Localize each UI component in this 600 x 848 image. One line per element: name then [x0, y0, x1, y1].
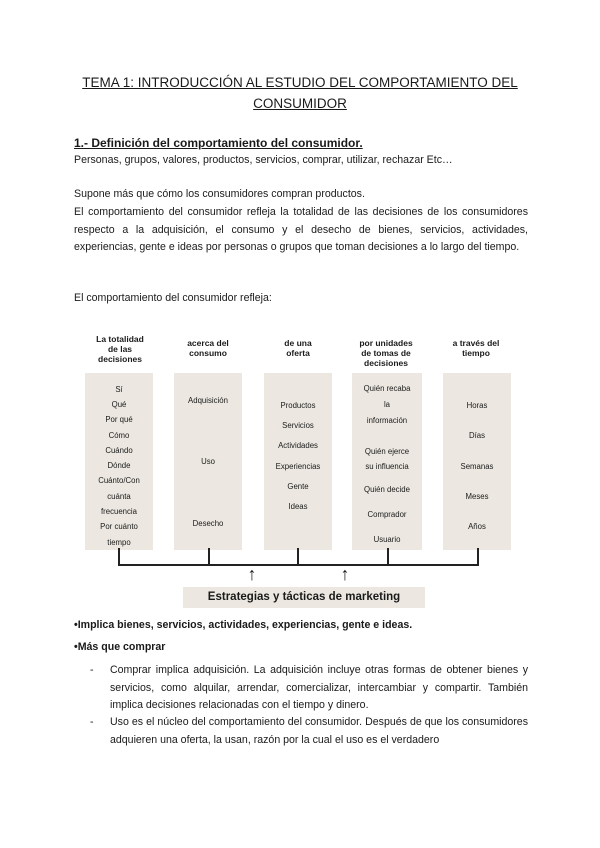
bullet-implies: •Implica bienes, servicios, actividades, experiencias, gente e ideas.: [74, 619, 413, 631]
col2-item: Adquisición: [188, 396, 228, 405]
connector-vertical: [118, 548, 120, 565]
col3-header-line: de una: [284, 338, 312, 348]
reflects-paragraph: El comportamiento del consumidor refleja:: [74, 292, 272, 304]
col2-header: [172, 338, 244, 358]
col4-header: [350, 338, 422, 368]
col5-header-line: tiempo: [462, 348, 490, 358]
col2-item: Desecho: [192, 519, 224, 528]
arrow-up-icon: ↑: [247, 564, 257, 584]
dash-item-text: Comprar implica adquisición. La adquisición incluye otras formas de obtener bienes y servicios, como alquilar, arrendar, comercializar, intercambiar y compartir. También implica decisiones relacionadas con el tiempo y dinero.: [110, 664, 528, 711]
col1-item: tiempo: [107, 538, 131, 547]
marketing-strategies-box: Estrategias y tácticas de marketing: [183, 587, 425, 608]
dash-marker: -: [90, 716, 94, 728]
connector-vertical: [297, 548, 299, 565]
col4-item: la: [383, 400, 391, 409]
col2-item: Uso: [201, 457, 215, 466]
col4-item: Comprador: [367, 510, 407, 519]
dash-item-text: Uso es el núcleo del comportamiento del consumidor. Después de que los consumidores adquieren una oferta, la usan, razón por la cual el uso es el verdadero: [110, 716, 528, 746]
col2-header-line: acerca del: [187, 338, 229, 348]
col5-item: Semanas: [460, 462, 494, 471]
col1-header-line: decisiones: [98, 354, 142, 364]
col4-item: Quién ejerce: [364, 447, 410, 456]
col1-header-line: La totalidad: [96, 334, 144, 344]
col2-box: [174, 373, 242, 550]
col5-item: Horas: [466, 401, 488, 410]
col3-item: Experiencias: [275, 462, 321, 471]
col4-item: Quién decide: [364, 485, 410, 494]
col4-item: información: [366, 416, 408, 425]
col1-box: [85, 373, 153, 550]
col3-box: [264, 373, 332, 550]
arrow-up-icon: ↑: [340, 564, 350, 584]
dash-item-use: [90, 714, 528, 749]
title-line-2: CONSUMIDOR: [253, 96, 347, 111]
document-title: [60, 72, 540, 114]
col1-item: cuánta: [107, 492, 131, 501]
col1-item: Cuándo: [105, 446, 133, 455]
bullet-more-than-buying: •Más que comprar: [74, 641, 166, 653]
col4-item: Quién recaba: [363, 384, 411, 393]
col5-box: [443, 373, 511, 550]
connector-horizontal: [118, 564, 479, 566]
connector-vertical: [477, 548, 479, 565]
col5-item: Años: [468, 522, 486, 531]
col2-header-line: consumo: [189, 348, 227, 358]
col4-box: [352, 373, 422, 550]
col1-header: [84, 334, 156, 364]
dash-marker: -: [90, 664, 94, 676]
col5-header: [440, 338, 512, 358]
section-heading: 1.- Definición del comportamiento del consumidor.: [74, 136, 363, 150]
col3-header-line: oferta: [286, 348, 310, 358]
intro-paragraph: Supone más que cómo los consumidores compran productos.: [74, 188, 365, 200]
col3-item: Actividades: [278, 441, 318, 450]
col5-item: Días: [468, 431, 486, 440]
col1-item: Por qué: [105, 415, 133, 424]
connector-vertical: [208, 548, 210, 565]
col3-item: Productos: [280, 401, 316, 410]
col3-item: Ideas: [288, 502, 308, 511]
col1-item: Cuánto/Con: [98, 476, 140, 485]
col4-header-line: de tomas de: [361, 348, 411, 358]
col1-item: Qué: [111, 400, 127, 409]
col5-header-line: a través del: [452, 338, 500, 348]
col4-item: su influencia: [365, 462, 409, 471]
col3-item: Gente: [287, 482, 309, 491]
col4-header-line: decisiones: [364, 358, 408, 368]
col1-item: Dónde: [107, 461, 131, 470]
keywords-paragraph: Personas, grupos, valores, productos, servicios, comprar, utilizar, rechazar Etc…: [74, 154, 453, 166]
col1-item: frecuencia: [101, 507, 137, 516]
col4-item: Usuario: [373, 535, 401, 544]
connector-vertical: [387, 548, 389, 565]
title-line-1: TEMA 1: INTRODUCCIÓN AL ESTUDIO DEL COMPORTAMIENTO DEL: [82, 75, 518, 90]
col1-header-line: de las: [107, 344, 133, 354]
col4-header-line: por unidades: [359, 338, 413, 348]
col3-header: [262, 338, 334, 358]
dash-item-buying: [90, 662, 528, 715]
definition-paragraph: El comportamiento del consumidor refleja la totalidad de las decisiones de los consumidores respecto a la adquisición, el consumo y el desecho de bienes, servicios, actividades, experiencias, gente e ideas por personas o grupos que toman decisiones a lo largo del tiempo.: [74, 206, 528, 253]
col3-item: Servicios: [282, 421, 314, 430]
col1-item: Por cuánto: [100, 522, 138, 531]
col5-item: Meses: [465, 492, 489, 501]
col1-item: Cómo: [108, 431, 130, 440]
col1-item: Sí: [115, 385, 123, 394]
